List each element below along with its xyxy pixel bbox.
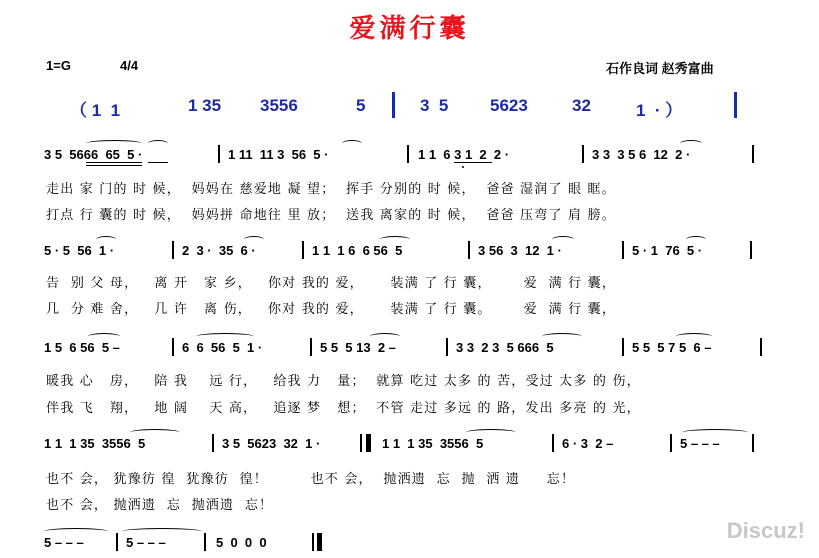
tie bbox=[122, 528, 202, 535]
barline bbox=[622, 241, 624, 259]
barline bbox=[392, 92, 395, 118]
notation-row-2 bbox=[44, 243, 774, 265]
discuz-watermark: Discuz! bbox=[726, 518, 805, 543]
final-barline-thick bbox=[317, 533, 322, 551]
barline bbox=[622, 338, 624, 356]
barline bbox=[407, 145, 409, 163]
slur bbox=[130, 429, 180, 436]
notation-row-5 bbox=[44, 535, 774, 557]
slur bbox=[680, 140, 702, 147]
beam bbox=[86, 165, 142, 166]
measure: 1 11 11 3 56 5 · bbox=[228, 147, 329, 162]
measure: 3 5 5666 65 5 · bbox=[44, 147, 143, 162]
lyric-line: 走出 家 门的 时 候， 妈妈在 慈爱地 凝 望； 挥手 分别的 时 候， 爸爸 湿润了 眼 眶。 bbox=[46, 182, 616, 197]
measure: 5 5 5 7 5 6 – bbox=[632, 340, 712, 355]
beam bbox=[148, 162, 168, 163]
measure: 2 3 · 35 6 · bbox=[182, 243, 256, 258]
measure: 5 · 1 76 5 · bbox=[632, 243, 703, 258]
barline bbox=[446, 338, 448, 356]
measure: 3 3 3 5 6 12 2 · bbox=[592, 147, 691, 162]
slur bbox=[342, 140, 362, 147]
lyric-line: 伴我 飞 翔， 地 阔 天 高， 追逐 梦 想； 不管 走过 多远 的 路，发出 多亮 的 光， bbox=[46, 401, 641, 416]
measure: 3 56 3 12 1 · bbox=[478, 243, 562, 258]
measure: 1 1 1 6 6 56 5 bbox=[312, 243, 403, 258]
intro-notation bbox=[70, 96, 760, 124]
slur bbox=[380, 236, 410, 243]
slur bbox=[676, 333, 712, 340]
barline bbox=[204, 533, 206, 551]
tie bbox=[44, 528, 108, 535]
key-signature: 1=G bbox=[46, 58, 71, 73]
intro-segment: 5 bbox=[356, 96, 366, 115]
beam bbox=[86, 162, 142, 163]
lyric-line: 暖我 心 房， 陪 我 远 行， 给我 力 量； 就算 吃过 太多 的 苦，受过 太多 的 伤， bbox=[46, 374, 641, 389]
notation-row-4 bbox=[44, 436, 774, 458]
barline bbox=[582, 145, 584, 163]
measure: 5 – – – bbox=[680, 436, 720, 451]
song-title: 爱满行囊 bbox=[349, 14, 470, 44]
slur bbox=[86, 140, 142, 147]
intro-segment: 5623 bbox=[490, 96, 528, 115]
measure: 1 1 1 35 3556 5 bbox=[44, 436, 146, 451]
slur bbox=[196, 333, 254, 340]
slur bbox=[686, 236, 706, 243]
barline bbox=[552, 434, 554, 452]
measure: 3 3 2 3 5 666 5 bbox=[456, 340, 554, 355]
slur bbox=[88, 333, 120, 340]
slur bbox=[552, 236, 574, 243]
measure: 5 0 0 0 bbox=[216, 535, 267, 550]
barline bbox=[172, 241, 174, 259]
final-barline-thin bbox=[312, 533, 314, 551]
notation-row-3 bbox=[44, 340, 774, 362]
barline bbox=[734, 92, 737, 118]
slur bbox=[370, 333, 400, 340]
barline bbox=[360, 434, 362, 452]
slur bbox=[148, 140, 168, 147]
lyric-line: 告 别 父 母， 离 开 家 乡， 你对 我的 爱， 装满 了 行 囊， 爱 满 行 囊， bbox=[46, 276, 617, 291]
beam bbox=[454, 162, 492, 163]
barline bbox=[116, 533, 118, 551]
barline bbox=[172, 338, 174, 356]
slur bbox=[244, 236, 264, 243]
song-credits: 石作良词 赵秀富曲 bbox=[606, 61, 714, 76]
barline bbox=[750, 241, 752, 259]
low-octave-dot bbox=[462, 166, 464, 168]
measure: 6 6 56 5 1 · bbox=[182, 340, 263, 355]
measure: 3 5 5623 32 1 · bbox=[222, 436, 321, 451]
intro-segment: 1 35 bbox=[188, 96, 222, 115]
tie bbox=[682, 429, 748, 436]
measure: 5 · 5 56 1 · bbox=[44, 243, 115, 258]
barline bbox=[670, 434, 672, 452]
lyric-line: 几 分 难 舍， 几 许 离 伤， 你对 我的 爱， 装满 了 行 囊。 爱 满 行 囊， bbox=[46, 302, 617, 317]
intro-segment: 3 5 bbox=[420, 96, 449, 115]
barline bbox=[752, 434, 754, 452]
measure: 1 1 6 3 1 2 2 · bbox=[418, 147, 510, 162]
slur bbox=[96, 236, 116, 243]
measure: 1 1 1 35 3556 5 bbox=[382, 436, 484, 451]
barline bbox=[752, 145, 754, 163]
measure: 6 · 3 2 – bbox=[562, 436, 614, 451]
barline bbox=[468, 241, 470, 259]
time-signature: 4/4 bbox=[120, 58, 139, 73]
slur bbox=[466, 429, 516, 436]
barline bbox=[218, 145, 220, 163]
slur bbox=[542, 333, 582, 340]
notation-row-1 bbox=[44, 147, 774, 169]
intro-segment: 32 bbox=[572, 96, 591, 115]
barline bbox=[310, 338, 312, 356]
intro-segment: 3556 bbox=[260, 96, 298, 115]
measure: 5 5 5 13 2 – bbox=[320, 340, 396, 355]
barline bbox=[212, 434, 214, 452]
barline bbox=[760, 338, 762, 356]
repeat-barline bbox=[366, 434, 371, 452]
intro-segment: 1 · ） bbox=[636, 101, 683, 120]
measure: 5 – – – bbox=[126, 535, 166, 550]
intro-segment: （ 1 1 bbox=[70, 101, 121, 120]
lyric-line: 打点 行 囊的 时 候， 妈妈拼 命地往 里 放； 送我 离家的 时 候， 爸爸 压弯了 肩 膀。 bbox=[46, 208, 616, 223]
measure: 1 5 6 56 5 – bbox=[44, 340, 120, 355]
lyric-line: 也不 会， 犹豫彷 徨 犹豫彷 徨！ 也不 会， 抛洒遗 忘 抛 洒 遗 忘！ bbox=[46, 472, 576, 487]
lyric-line: 也不 会， 抛洒遗 忘 抛洒遗 忘！ bbox=[46, 498, 274, 513]
measure: 5 – – – bbox=[44, 535, 84, 550]
barline bbox=[302, 241, 304, 259]
